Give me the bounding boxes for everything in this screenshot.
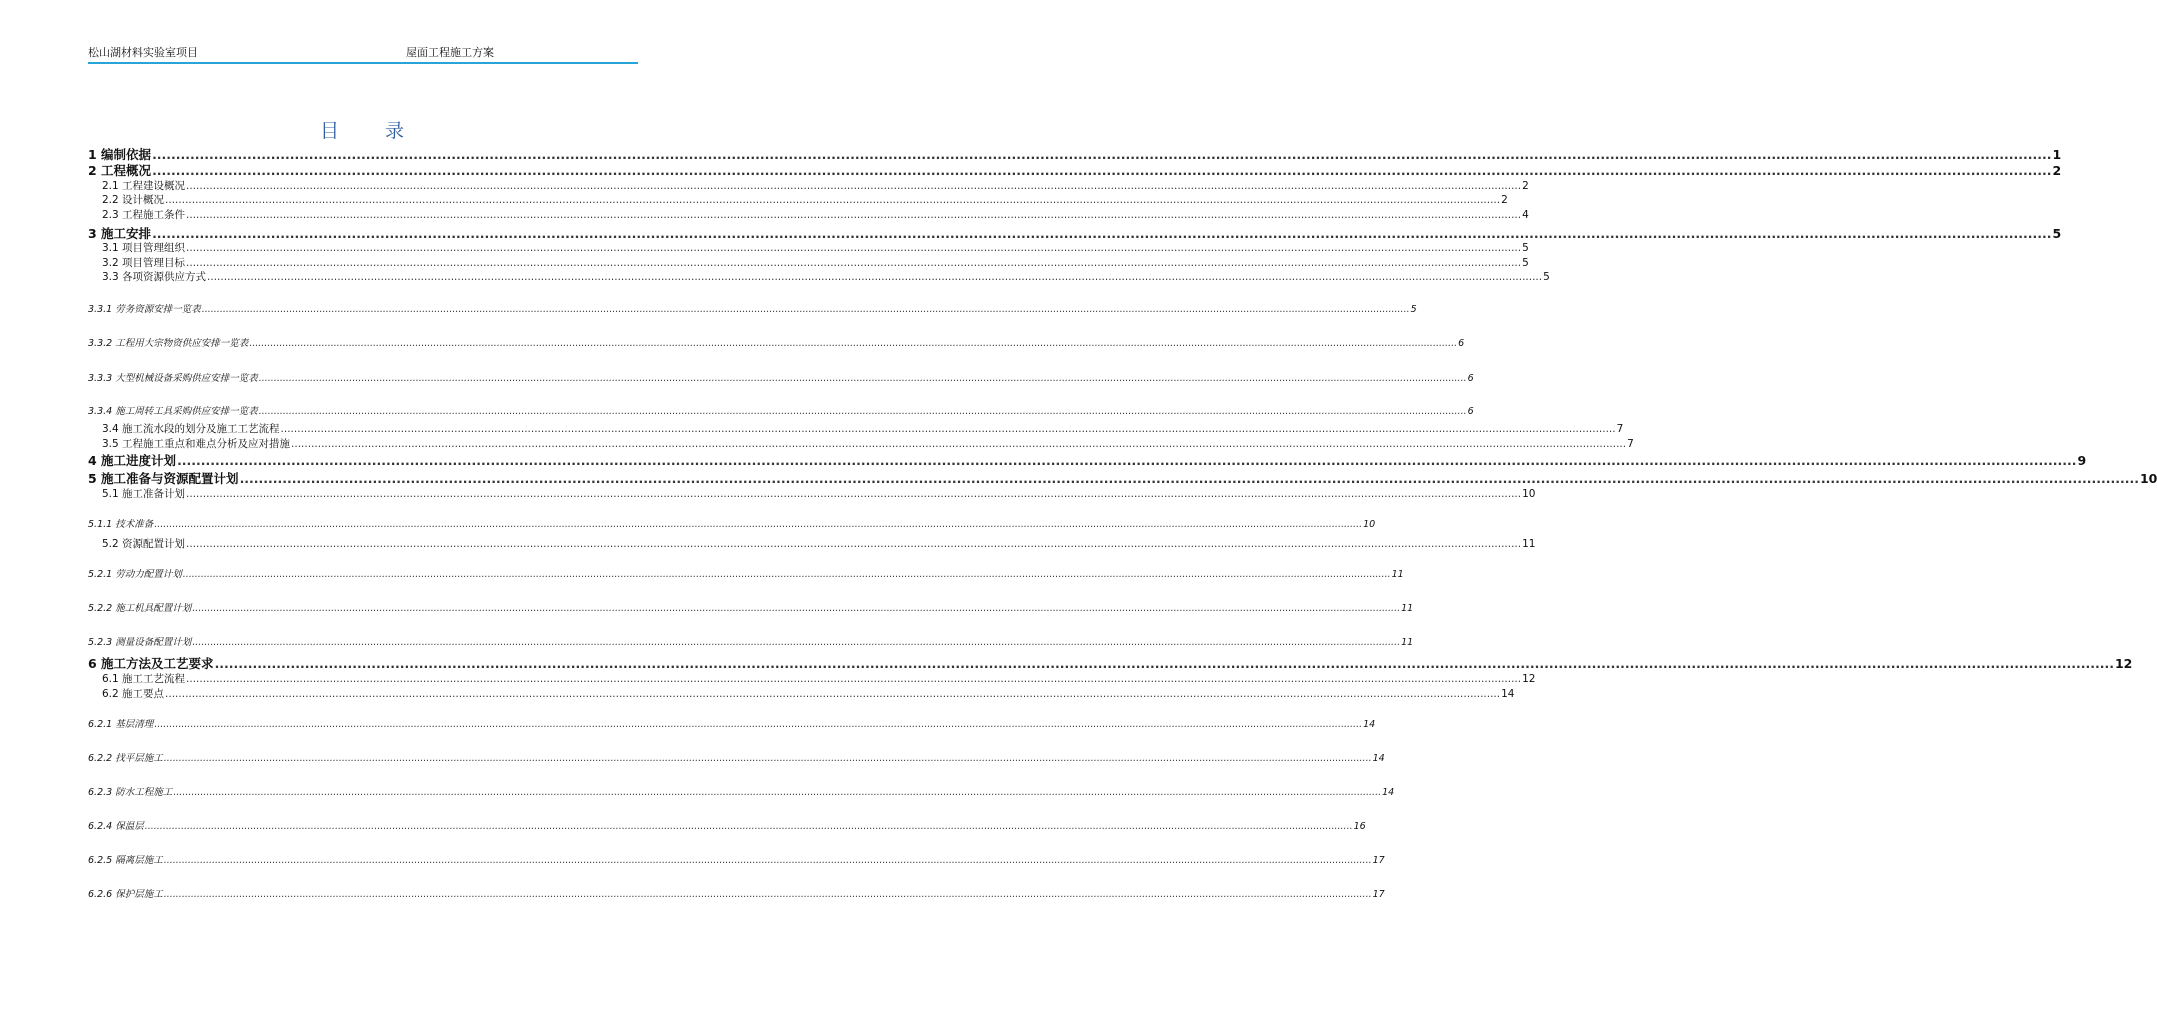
toc-entry-label: 5.2.2 施工机具配置计划 <box>88 603 192 614</box>
toc-entry-page: 7 <box>1627 438 1634 450</box>
toc-entry[interactable] <box>102 421 1624 436</box>
toc-entry[interactable] <box>102 178 1529 193</box>
toc-leader-dots: ................................................................................................................................................................................................................................................................................................................................................................................................................ <box>258 406 1467 417</box>
toc-leader-dots: ................................................................................................................................................................................................................................................................................................................................................................................................................ <box>163 855 1372 866</box>
toc-entry[interactable] <box>88 516 1376 530</box>
toc-leader-dots: ................................................................................................................................................................................................................................................................................................................................................................................................................ <box>152 147 2052 162</box>
toc-entry[interactable] <box>88 370 1474 384</box>
toc-entry[interactable] <box>88 818 1366 832</box>
toc-leader-dots: ................................................................................................................................................................................................................................................................................................................................................................................................................ <box>177 453 2077 468</box>
toc-entry-label: 5.2 资源配置计划 <box>102 538 186 550</box>
toc-entry-label: 5.1 施工准备计划 <box>102 488 186 500</box>
toc-entry[interactable] <box>88 469 2157 487</box>
toc-leader-dots: ................................................................................................................................................................................................................................................................................................................................................................................................................ <box>154 719 1363 730</box>
toc-entry[interactable] <box>102 671 1536 686</box>
toc-entry-page: 10 <box>2139 471 2157 486</box>
toc-leader-dots: ................................................................................................................................................................................................................................................................................................................................................................................................................ <box>186 673 1522 685</box>
toc-leader-dots: ................................................................................................................................................................................................................................................................................................................................................................................................................ <box>207 271 1543 283</box>
toc-entry[interactable] <box>102 486 1536 501</box>
header-project-name: 松山湖材料实验室项目 <box>88 46 198 59</box>
toc-entry-page: 14 <box>1501 688 1515 700</box>
toc-entry-label: 2.3 工程施工条件 <box>102 209 186 221</box>
toc-entry[interactable] <box>88 784 1395 798</box>
toc-leader-dots: ................................................................................................................................................................................................................................................................................................................................................................................................................ <box>163 753 1372 764</box>
toc-entry[interactable] <box>102 192 1508 207</box>
toc-entry[interactable] <box>102 686 1515 701</box>
toc-entry-page: 12 <box>2114 656 2133 671</box>
toc-entry-label: 6.2.4 保温层 <box>88 821 144 832</box>
toc-entry[interactable] <box>88 403 1474 417</box>
toc-entry-label: 5.2.1 劳动力配置计划 <box>88 569 182 580</box>
toc-entry[interactable] <box>88 716 1376 730</box>
toc-leader-dots: ................................................................................................................................................................................................................................................................................................................................................................................................................ <box>201 304 1410 315</box>
toc-leader-dots: ................................................................................................................................................................................................................................................................................................................................................................................................................ <box>173 787 1382 798</box>
toc-leader-dots: ................................................................................................................................................................................................................................................................................................................................................................................................................ <box>186 180 1522 192</box>
toc-entry[interactable] <box>88 451 2087 469</box>
toc-entry-page: 17 <box>1372 889 1385 900</box>
toc-leader-dots: ................................................................................................................................................................................................................................................................................................................................................................................................................ <box>154 519 1363 530</box>
toc-entry-page: 5 <box>1522 257 1529 269</box>
toc-leader-dots: ................................................................................................................................................................................................................................................................................................................................................................................................................ <box>192 603 1401 614</box>
toc-entry-label: 3.3.3 大型机械设备采购供应安排一览表 <box>88 373 258 384</box>
header-document-title: 屋面工程施工方案 <box>406 46 494 59</box>
table-of-contents <box>88 0 2157 1024</box>
toc-entry-page: 14 <box>1372 753 1385 764</box>
toc-entry-label: 6.2.2 找平层施工 <box>88 753 163 764</box>
toc-entry[interactable] <box>102 207 1529 222</box>
toc-entry-label: 2 工程概况 <box>88 163 152 178</box>
toc-entry-label: 1 编制依据 <box>88 147 152 162</box>
toc-entry[interactable] <box>88 301 1417 315</box>
toc-entry-label: 3.1 项目管理组织 <box>102 242 186 254</box>
toc-leader-dots: ................................................................................................................................................................................................................................................................................................................................................................................................................ <box>165 194 1501 206</box>
toc-entry-page: 16 <box>1353 821 1366 832</box>
toc-entry-page: 2 <box>1501 194 1508 206</box>
toc-leader-dots: ................................................................................................................................................................................................................................................................................................................................................................................................................ <box>239 471 2139 486</box>
toc-entry-label: 5.2.3 测量设备配置计划 <box>88 637 192 648</box>
toc-entry-page: 5 <box>1522 242 1529 254</box>
toc-entry-page: 11 <box>1401 637 1414 648</box>
toc-entry-label: 6.2.3 防水工程施工 <box>88 787 173 798</box>
toc-entry-page: 6 <box>1458 338 1465 349</box>
toc-entry-label: 3.3 各项资源供应方式 <box>102 271 207 283</box>
toc-entry-label: 3.3.1 劳务资源安排一览表 <box>88 304 201 315</box>
toc-entry[interactable] <box>88 335 1465 349</box>
toc-entry[interactable] <box>102 240 1529 255</box>
toc-entry-page: 14 <box>1382 787 1395 798</box>
toc-entry-label: 3 施工安排 <box>88 226 152 241</box>
toc-entry-label: 6.2 施工要点 <box>102 688 165 700</box>
toc-leader-dots: ................................................................................................................................................................................................................................................................................................................................................................................................................ <box>182 569 1391 580</box>
toc-entry-label: 5.1.1 技术准备 <box>88 519 154 530</box>
toc-entry[interactable] <box>88 886 1385 900</box>
toc-leader-dots: ................................................................................................................................................................................................................................................................................................................................................................................................................ <box>165 688 1501 700</box>
toc-entry[interactable] <box>88 600 1414 614</box>
toc-leader-dots: ................................................................................................................................................................................................................................................................................................................................................................................................................ <box>249 338 1458 349</box>
toc-entry-page: 12 <box>1522 673 1536 685</box>
toc-leader-dots: ................................................................................................................................................................................................................................................................................................................................................................................................................ <box>152 226 2052 241</box>
toc-entry-page: 6 <box>1467 406 1474 417</box>
toc-entry[interactable] <box>88 750 1385 764</box>
toc-entry-label: 6.2.1 基层清理 <box>88 719 154 730</box>
toc-entry-page: 11 <box>1522 538 1536 550</box>
toc-entry-page: 10 <box>1363 519 1376 530</box>
toc-leader-dots: ................................................................................................................................................................................................................................................................................................................................................................................................................ <box>258 373 1467 384</box>
toc-entry-page: 7 <box>1616 423 1624 435</box>
toc-entry-label: 2.2 设计概况 <box>102 194 165 206</box>
toc-entry-label: 4 施工进度计划 <box>88 453 177 468</box>
toc-leader-dots: ................................................................................................................................................................................................................................................................................................................................................................................................................ <box>192 637 1401 648</box>
toc-entry-page: 2 <box>2052 163 2062 178</box>
toc-entry-page: 2 <box>1522 180 1529 192</box>
toc-entry[interactable] <box>102 536 1536 551</box>
toc-entry[interactable] <box>88 566 1404 580</box>
toc-entry-label: 6.1 施工工艺流程 <box>102 673 186 685</box>
toc-entry-label: 2.1 工程建设概况 <box>102 180 186 192</box>
toc-entry[interactable] <box>88 654 2133 672</box>
toc-entry-page: 11 <box>1391 569 1404 580</box>
toc-entry-label: 3.2 项目管理目标 <box>102 257 186 269</box>
toc-leader-dots: ................................................................................................................................................................................................................................................................................................................................................................................................................ <box>186 257 1522 269</box>
toc-entry-label: 3.3.4 施工周转工具采购供应安排一览表 <box>88 406 258 417</box>
toc-entry-label: 6.2.6 保护层施工 <box>88 889 163 900</box>
toc-leader-dots: ................................................................................................................................................................................................................................................................................................................................................................................................................ <box>280 423 1616 435</box>
toc-title: 目 录 <box>319 120 425 142</box>
toc-leader-dots: ................................................................................................................................................................................................................................................................................................................................................................................................................ <box>163 889 1372 900</box>
toc-entry-page: 17 <box>1372 855 1385 866</box>
toc-leader-dots: ................................................................................................................................................................................................................................................................................................................................................................................................................ <box>291 438 1627 450</box>
toc-entry[interactable] <box>88 161 2062 179</box>
toc-entry-label: 5 施工准备与资源配置计划 <box>88 471 239 486</box>
toc-entry[interactable] <box>102 269 1550 284</box>
toc-leader-dots: ................................................................................................................................................................................................................................................................................................................................................................................................................ <box>186 209 1522 221</box>
toc-entry-label: 3.4 施工流水段的划分及施工工艺流程 <box>102 423 280 435</box>
toc-entry-label: 3.3.2 工程用大宗物资供应安排一览表 <box>88 338 249 349</box>
toc-entry-page: 11 <box>1401 603 1414 614</box>
toc-leader-dots: ................................................................................................................................................................................................................................................................................................................................................................................................................ <box>186 242 1522 254</box>
toc-leader-dots: ................................................................................................................................................................................................................................................................................................................................................................................................................ <box>186 488 1522 500</box>
toc-entry-page: 6 <box>1467 373 1474 384</box>
toc-entry-page: 9 <box>2077 453 2087 468</box>
toc-entry[interactable] <box>102 436 1634 451</box>
toc-leader-dots: ................................................................................................................................................................................................................................................................................................................................................................................................................ <box>186 538 1522 550</box>
toc-entry-page: 5 <box>2052 226 2062 241</box>
toc-entry-page: 5 <box>1543 271 1550 283</box>
toc-leader-dots: ................................................................................................................................................................................................................................................................................................................................................................................................................ <box>214 656 2114 671</box>
toc-entry-page: 4 <box>1522 209 1529 221</box>
toc-entry-page: 1 <box>2052 147 2062 162</box>
toc-entry-page: 14 <box>1363 719 1376 730</box>
toc-entry-page: 10 <box>1522 488 1536 500</box>
toc-entry-label: 6.2.5 隔离层施工 <box>88 855 163 866</box>
toc-entry[interactable] <box>88 634 1414 648</box>
toc-entry-label: 3.5 工程施工重点和难点分析及应对措施 <box>102 438 291 450</box>
toc-entry[interactable] <box>102 255 1529 270</box>
toc-entry[interactable] <box>88 852 1385 866</box>
toc-leader-dots: ................................................................................................................................................................................................................................................................................................................................................................................................................ <box>144 821 1353 832</box>
toc-leader-dots: ................................................................................................................................................................................................................................................................................................................................................................................................................ <box>152 163 2052 178</box>
toc-entry-label: 6 施工方法及工艺要求 <box>88 656 214 671</box>
toc-entry-page: 5 <box>1410 304 1417 315</box>
